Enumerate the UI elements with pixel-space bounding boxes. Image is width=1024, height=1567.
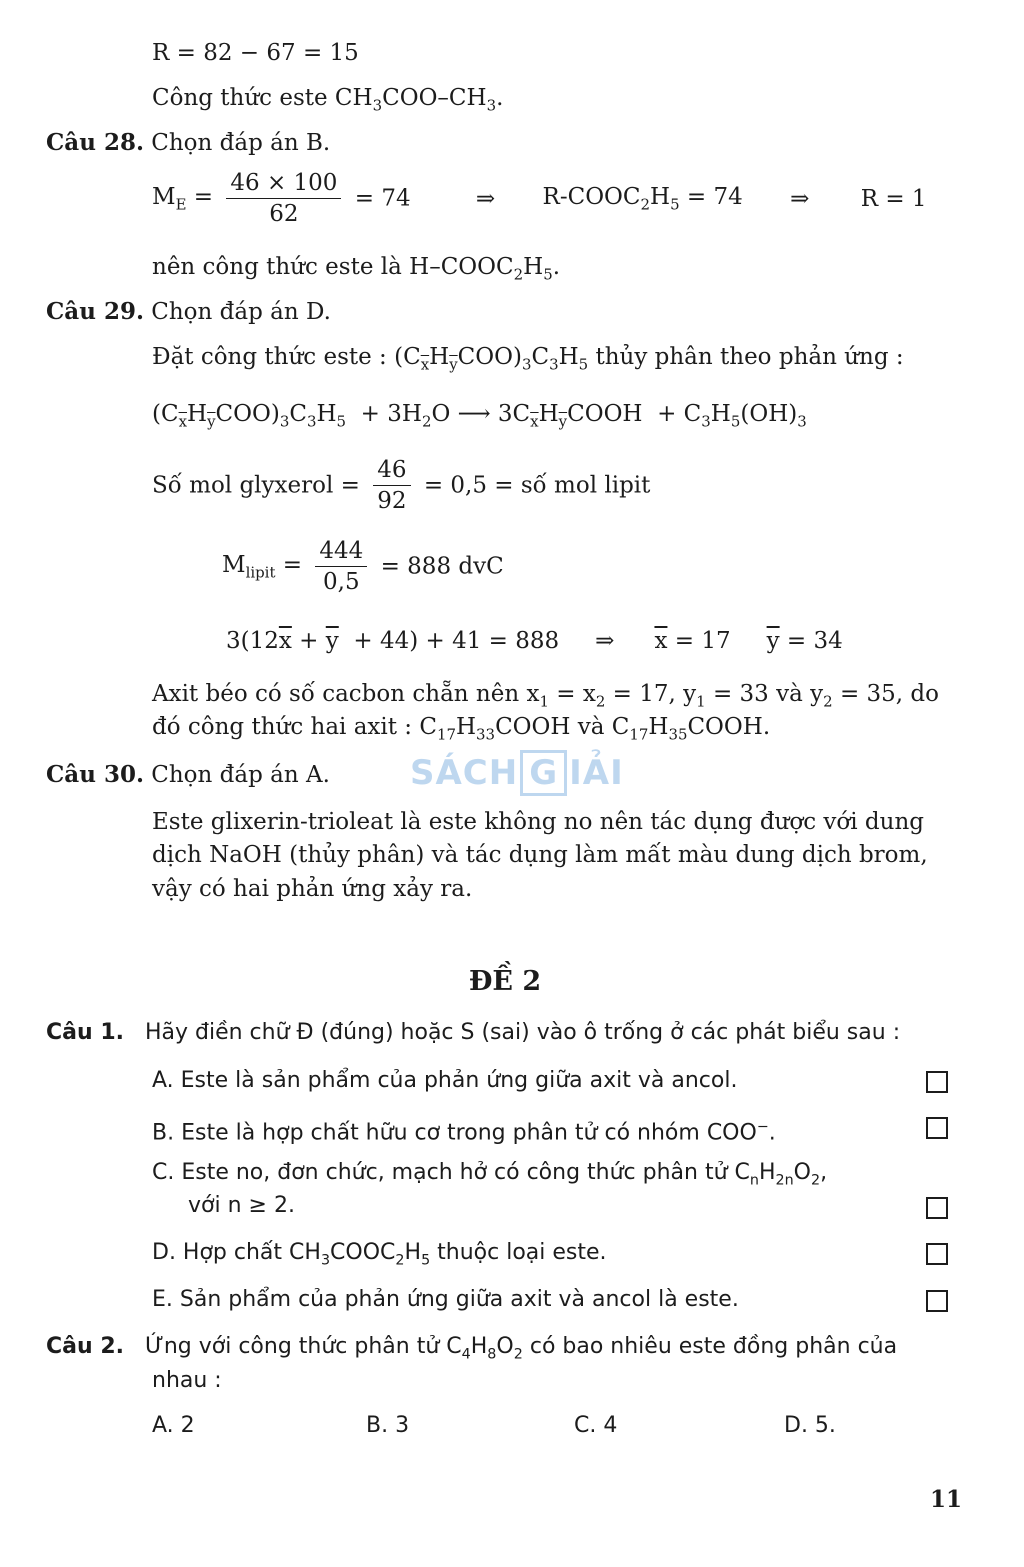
de2-q1-option-a: A. Este là sản phẩm của phản ứng giữa axit và ancol. bbox=[152, 1068, 738, 1093]
q29-para-line2: đó công thức hai axit : $C_{17}H_{33}COOH$ và $C_{17}H_{35}COOH$. bbox=[152, 714, 771, 744]
checkbox-b[interactable] bbox=[926, 1117, 948, 1139]
de2-q1-option-d: D. Hợp chất $CH_3COOC_2H_5$ thuộc loại este. bbox=[152, 1240, 607, 1269]
r-value-line: R = 82 − 67 = 15 bbox=[152, 40, 359, 66]
de2-q1-option-c-line1: C. Este no, đơn chức, mạch hở có công thức phân tử $C_nH_{2n}O_2$, bbox=[152, 1160, 828, 1189]
q30-header: Câu 30. Chọn đáp án A. bbox=[46, 761, 330, 788]
checkbox-d[interactable] bbox=[926, 1243, 948, 1265]
q28-fraction: $\frac{46 \times 100}{62}$ bbox=[226, 168, 341, 229]
q29-mlipit-fraction: $\frac{444}{0,5}$ bbox=[315, 536, 367, 597]
q30-para-line2: dịch NaOH (thủy phân) và tác dụng làm mất màu dung dịch brom, bbox=[152, 842, 928, 868]
de2-q2-option-a: A. 2 bbox=[152, 1413, 195, 1438]
checkbox-c[interactable] bbox=[926, 1197, 948, 1219]
q29-reaction: $(C_{\overline{x}}H_{\overline{y}}COO)_3C_3H_5 + 3H_2O$ ⟶ $3C_{\overline{x}}H_{\overline{y}}COOH + C_3H_5(OH)_3$ bbox=[152, 401, 807, 431]
q29-average-equation: $3(12\overline{x} + \overline{y} + 44) + 41 = 888$ ⇒ $\overline{x} = 17$ $\overline{y} = 34$ bbox=[226, 628, 843, 654]
de2-q1-option-b: B. Este là hợp chất hữu cơ trong phân tử có nhóm COO−. bbox=[152, 1119, 776, 1146]
q29-set-formula: Đặt công thức este : $(C_{\overline{x}}H_{\overline{y}}COO)_3C_3H_5$ thủy phân theo phản ứng : bbox=[152, 344, 904, 374]
de2-q2-option-b: B. 3 bbox=[366, 1413, 410, 1438]
watermark-logo: SÁCH G IẢI bbox=[410, 750, 624, 796]
de2-q2-header: Câu 2. Ứng với công thức phân tử $C_4H_8O_2$ có bao nhiêu este đồng phân của bbox=[46, 1334, 898, 1363]
q30-para-line3: vậy có hai phản ứng xảy ra. bbox=[152, 876, 473, 902]
q29-mlipit-line: $M_{lipit}$ = $\frac{444}{0,5}$ = 888 dvC bbox=[222, 538, 504, 595]
page-number: 11 bbox=[930, 1486, 963, 1513]
section-title: ĐỀ 2 bbox=[468, 966, 542, 997]
q28-conclusion: nên công thức este là $H-COOC_2H_5$. bbox=[152, 254, 561, 284]
q28-equation: $M_E$ = $\frac{46 \times 100}{62}$ = 74 ⇒ $R-COOC_2H_5 = 74$ ⇒ R = 1 bbox=[152, 170, 927, 227]
de2-q2-option-c: C. 4 bbox=[574, 1413, 618, 1438]
q29-mol-line: Số mol glyxerol = $\frac{46}{92}$ = 0,5 = số mol lipit bbox=[152, 457, 651, 514]
q29-para-line1: Axit béo có số cacbon chẵn nên $x_1 = x_2 = 17$, $y_1 = 33$ và $y_2 = 35$, do bbox=[152, 681, 939, 711]
checkbox-a[interactable] bbox=[926, 1071, 948, 1093]
q28-header: Câu 28. Chọn đáp án B. bbox=[46, 129, 331, 156]
q27-formula-line: Công thức este $CH_3COO-CH_3$. bbox=[152, 85, 504, 115]
de2-q1-option-e: E. Sản phẩm của phản ứng giữa axit và ancol là este. bbox=[152, 1287, 739, 1312]
de2-q2-line2: nhau : bbox=[152, 1368, 222, 1393]
de2-q1-option-c-line2: với n ≥ 2. bbox=[188, 1193, 295, 1218]
checkbox-e[interactable] bbox=[926, 1290, 948, 1312]
q29-mol-fraction: $\frac{46}{92}$ bbox=[373, 455, 410, 516]
de2-q2-option-d: D. 5. bbox=[784, 1413, 836, 1438]
q30-para-line1: Este glixerin-trioleat là este không no nên tác dụng được với dung bbox=[152, 809, 924, 835]
q29-header: Câu 29. Chọn đáp án D. bbox=[46, 298, 331, 325]
de2-q1-header: Câu 1. Hãy điền chữ Đ (đúng) hoặc S (sai) vào ô trống ở các phát biểu sau : bbox=[46, 1020, 901, 1045]
